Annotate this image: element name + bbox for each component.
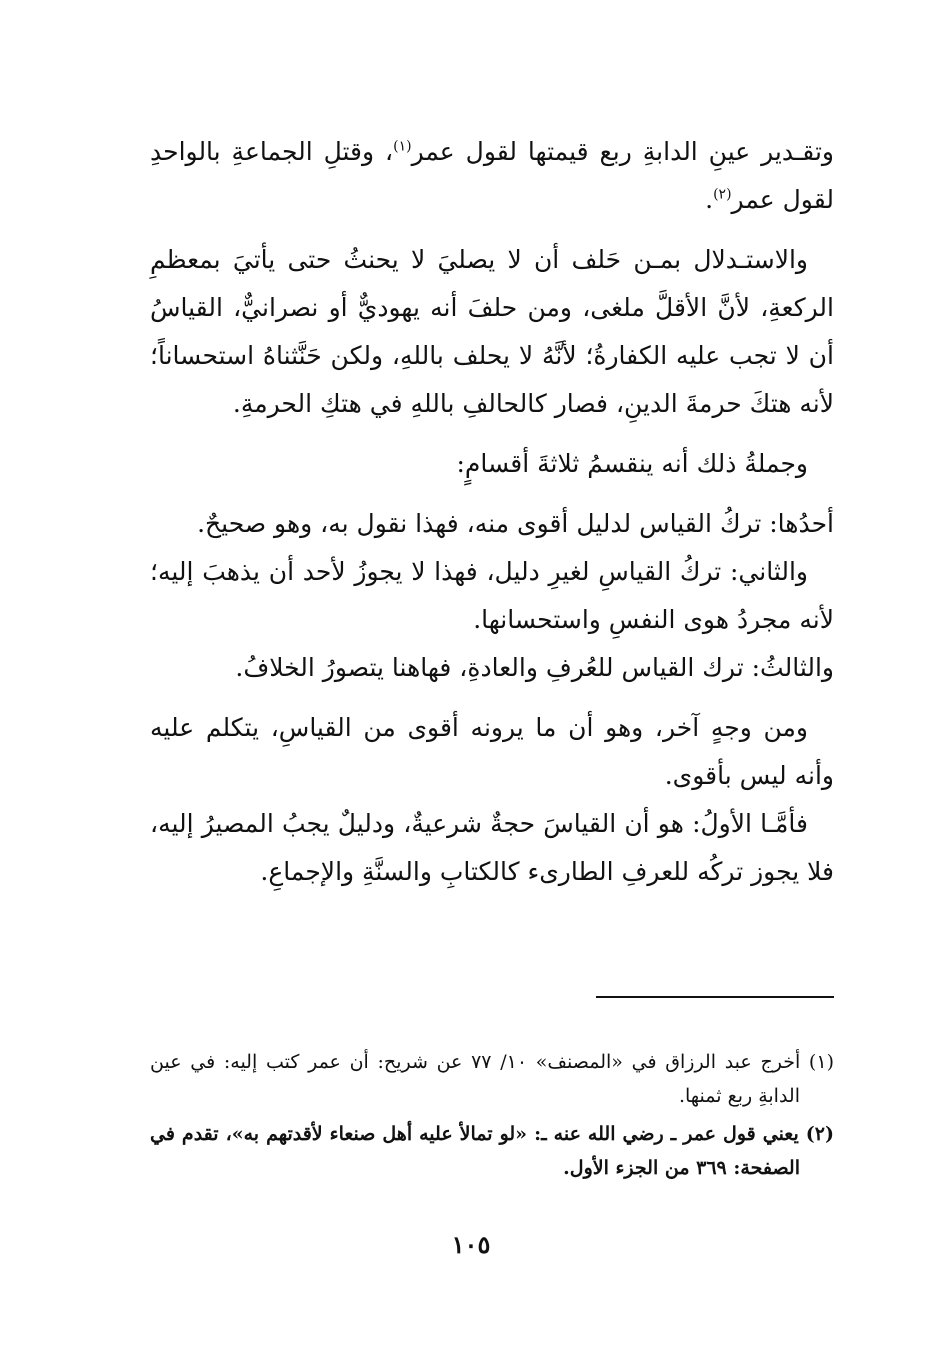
paragraph-8: فأمَّـا الأولُ: هو أن القياسَ حجةٌ شرعيةٌ، ودليلٌ يجبُ المصيرُ إليه، فلا يجوز تركُه للعرفِ الطارىء كالكتابِ والسنَّةِ والإجماعِ.	[150, 809, 834, 886]
paragraph-1-text-b: ، وقتلِ الجماعةِ بالواحدِ لقول عمر	[150, 137, 834, 214]
footnote-2-text: يعني قول عمر ـ رضي الله عنه ـ: «لو تمالأ عليه أهل صنعاء لأقدتهم به»، تقدم في الصفحة: ٣٦٩ من الجزء الأول.	[150, 1123, 800, 1179]
footnote-separator	[596, 996, 834, 998]
paragraph-1-text-c: .	[705, 185, 714, 214]
footnote-2	[150, 1117, 834, 1185]
footnote-ref-2: (٢)	[713, 186, 732, 203]
paragraph-1-text-a: وتقـدير عينِ الدابةِ ربع قيمتها لقول عمر	[411, 137, 834, 166]
footnote-1-text: أخرج عبد الرزاق في «المصنف» ١٠/ ٧٧ عن شريح: أن عمر كتب إليه: في عين الدابةِ ربع ثمنها.	[150, 1051, 801, 1107]
footnote-ref-1: (١)	[393, 138, 412, 155]
paragraph-4: أحدُها: تركُ القياس لدليل أقوى منه، فهذا نقول به، وهو صحيحٌ.	[197, 509, 834, 538]
footnotes	[150, 1045, 834, 1189]
paragraph-1	[150, 128, 834, 224]
footnote-2-marker: (٢)	[805, 1123, 834, 1145]
paragraph-2: والاستـدلال بمـن حَلف أن لا يصليَ لا يحنثُ حتى يأتيَ بمعظمِ الركعةِ، لأنَّ الأقلَّ ملغى، ومن حلفَ أنه يهوديٌّ أو نصرانيٌّ، القياسُ أن لا تجب عليه الكفارةُ؛ لأنَّهُ لا يحلف باللهِ، ولكن حَنَّثناهُ استحساناً؛ لأنه هتكَ حرمةَ الدينِ، فصار كالحالفِ باللهِ في هتكِ الحرمةِ.	[150, 245, 834, 418]
footnote-1	[150, 1045, 834, 1113]
footnote-1-marker: (١)	[808, 1051, 834, 1073]
paragraph-3: وجملةُ ذلك أنه ينقسمُ ثلاثةَ أقسامٍ:	[456, 449, 808, 478]
paragraph-5: والثاني: تركُ القياسِ لغيرِ دليل، فهذا لا يجوزُ لأحد أن يذهبَ إليه؛ لأنه مجردُ هوى النفسِ واستحسانها.	[150, 557, 834, 634]
page-number: ١٠٥	[451, 1230, 491, 1259]
main-text	[150, 128, 834, 896]
paragraph-6: والثالثُ: ترك القياس للعُرفِ والعادةِ، فهاهنا يتصورُ الخلافُ.	[235, 653, 834, 682]
paragraph-7: ومن وجهٍ آخر، وهو أن ما يرونه أقوى من القياسِ، يتكلم عليه وأنه ليس بأقوى.	[150, 713, 834, 790]
